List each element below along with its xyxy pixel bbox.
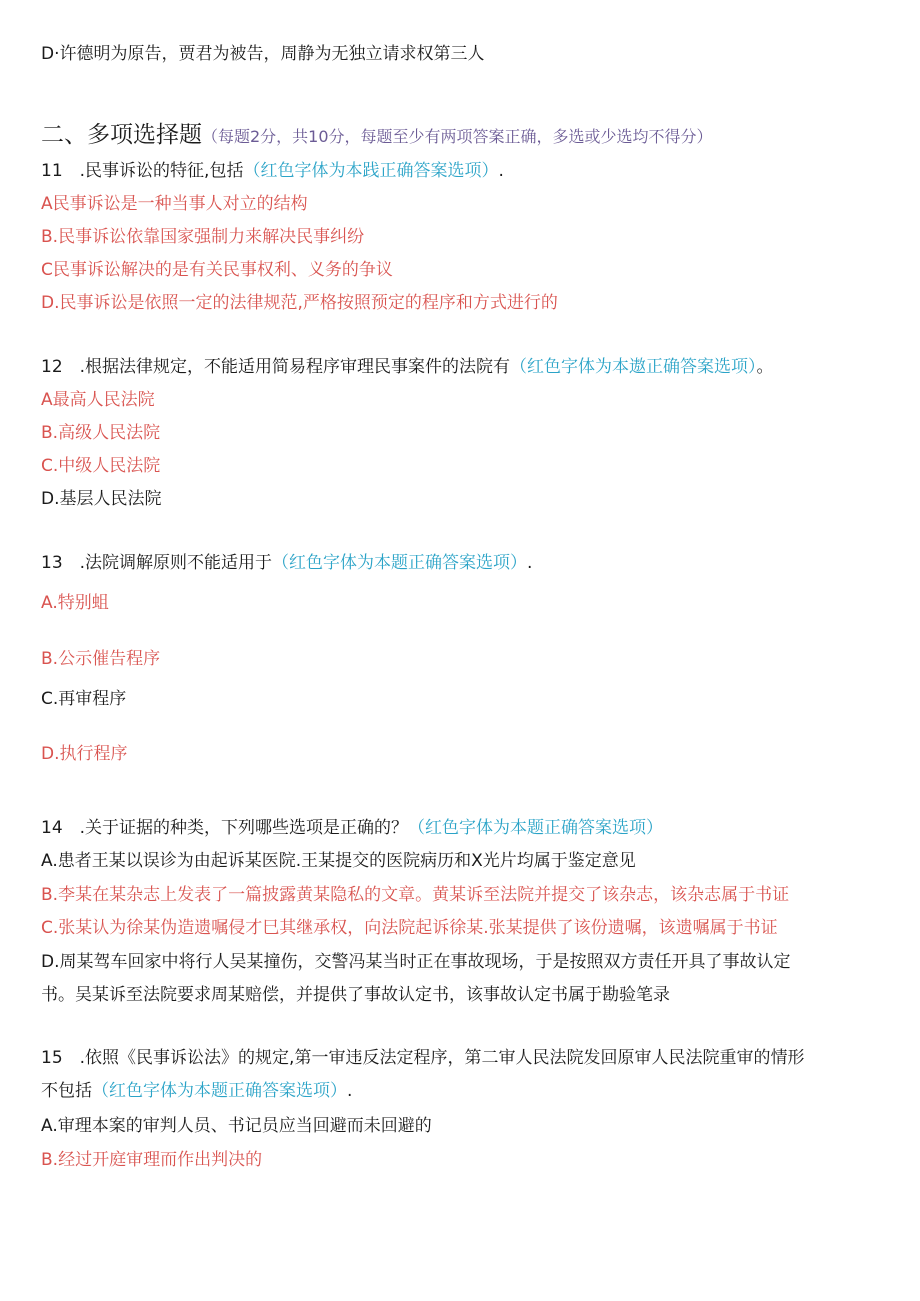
q14-option-a: A.患者王某以误诊为由起诉某医院.王某提交的医院病历和X光片均属于鉴定意见 (41, 851, 636, 871)
q13-option-b: B.公示催告程序 (41, 649, 161, 669)
q13-option-a: A.特别蛆 (41, 593, 109, 613)
q14-stem-line (41, 817, 663, 839)
q11-hint: （红色字体为本践正确答案选项） (243, 161, 499, 181)
q11-option-a: A民事诉讼是一种当事人对立的结构 (41, 194, 308, 214)
q12-option-d: D.基层人民法院 (41, 489, 162, 509)
q12-stem: 12 .根据法律规定，不能适用简易程序审理民事案件的法院有 (41, 357, 511, 377)
q10-option-d: D·许德明为原告，贾君为被告，周静为无独立请求权第三人 (41, 44, 485, 64)
q11-tail: . (498, 161, 504, 181)
q15-stem: 不包括 (41, 1081, 92, 1101)
q14-option-c: C.张某认为徐某伪造遗嘱侵才巳其继承权，向法院起诉徐某.张某提供了该份遗嘱，该遗嘱属于书证 (41, 918, 778, 938)
q14-stem: 14 .关于证据的种类，下列哪些选项是正确的？ (41, 818, 409, 838)
q12-option-b: B.高级人民法院 (41, 423, 161, 443)
q15-stem-line1: 15 .依照《民事诉讼法》的规定,第一审违反法定程序，第二审人民法院发回原审人民法院重审的情形 (41, 1048, 805, 1068)
q15-stem-line2 (41, 1080, 352, 1102)
q15-option-a: A.审理本案的审判人员、书记员应当回避而未回避的 (41, 1116, 432, 1136)
q14-option-d: D.周某驾车回家中将行人吴某撞伤，交警冯某当时正在事故现场，于是按照双方责任开具了事故认定 (41, 952, 791, 972)
q14-option-d-cont: 书。吴某诉至法院要求周某赔偿，并提供了事故认定书，该事故认定书属于勘验笔录 (41, 985, 670, 1005)
q14-option-b: B.李某在某杂志上发表了一篇披露黄某隐私的文章。黄某诉至法院并提交了该杂志，该杂志属于书证 (41, 885, 790, 905)
section-note: （每题2分，共10分，每题至少有两项答案正确，多选或少选均不得分） (202, 127, 713, 146)
q12-hint: （红色字体为本遨正确答案选项） (510, 357, 757, 377)
q11-stem-line (41, 160, 504, 182)
q11-option-c: C民事诉讼解决的是有关民事权利、义务的争议 (41, 260, 393, 280)
q14-hint: （红色字体为本题正确答案选项） (408, 818, 664, 838)
q12-stem-line (41, 356, 774, 378)
q11-option-b: B.民事诉讼依靠国家强制力来解决民事纠纷 (41, 227, 365, 247)
section-title: 二、多项选择题 (41, 122, 202, 148)
q13-stem-line (41, 552, 532, 574)
q11-option-d: D.民事诉讼是依照一定的法律规范,严格按照预定的程序和方式进行的 (41, 293, 558, 313)
q13-hint: （红色字体为本题正确答案选项） (272, 553, 528, 573)
q13-tail: . (527, 553, 533, 573)
q12-tail: 。 (756, 357, 774, 377)
q15-hint: （红色字体为本题正确答案选项） (92, 1081, 347, 1101)
q13-stem: 13 .法院调解原则不能适用于 (41, 553, 273, 573)
section-heading (41, 121, 713, 151)
q15-option-b: B.经过开庭审理而作出判决的 (41, 1150, 263, 1170)
q13-option-c: C.再审程序 (41, 689, 127, 709)
q15-tail: . (347, 1081, 353, 1101)
q12-option-c: C.中级人民法院 (41, 456, 161, 476)
q13-option-d: D.执行程序 (41, 744, 128, 764)
q11-stem: 11 .民事诉讼的特征,包括 (41, 161, 244, 181)
q12-option-a: A最高人民法院 (41, 390, 155, 410)
